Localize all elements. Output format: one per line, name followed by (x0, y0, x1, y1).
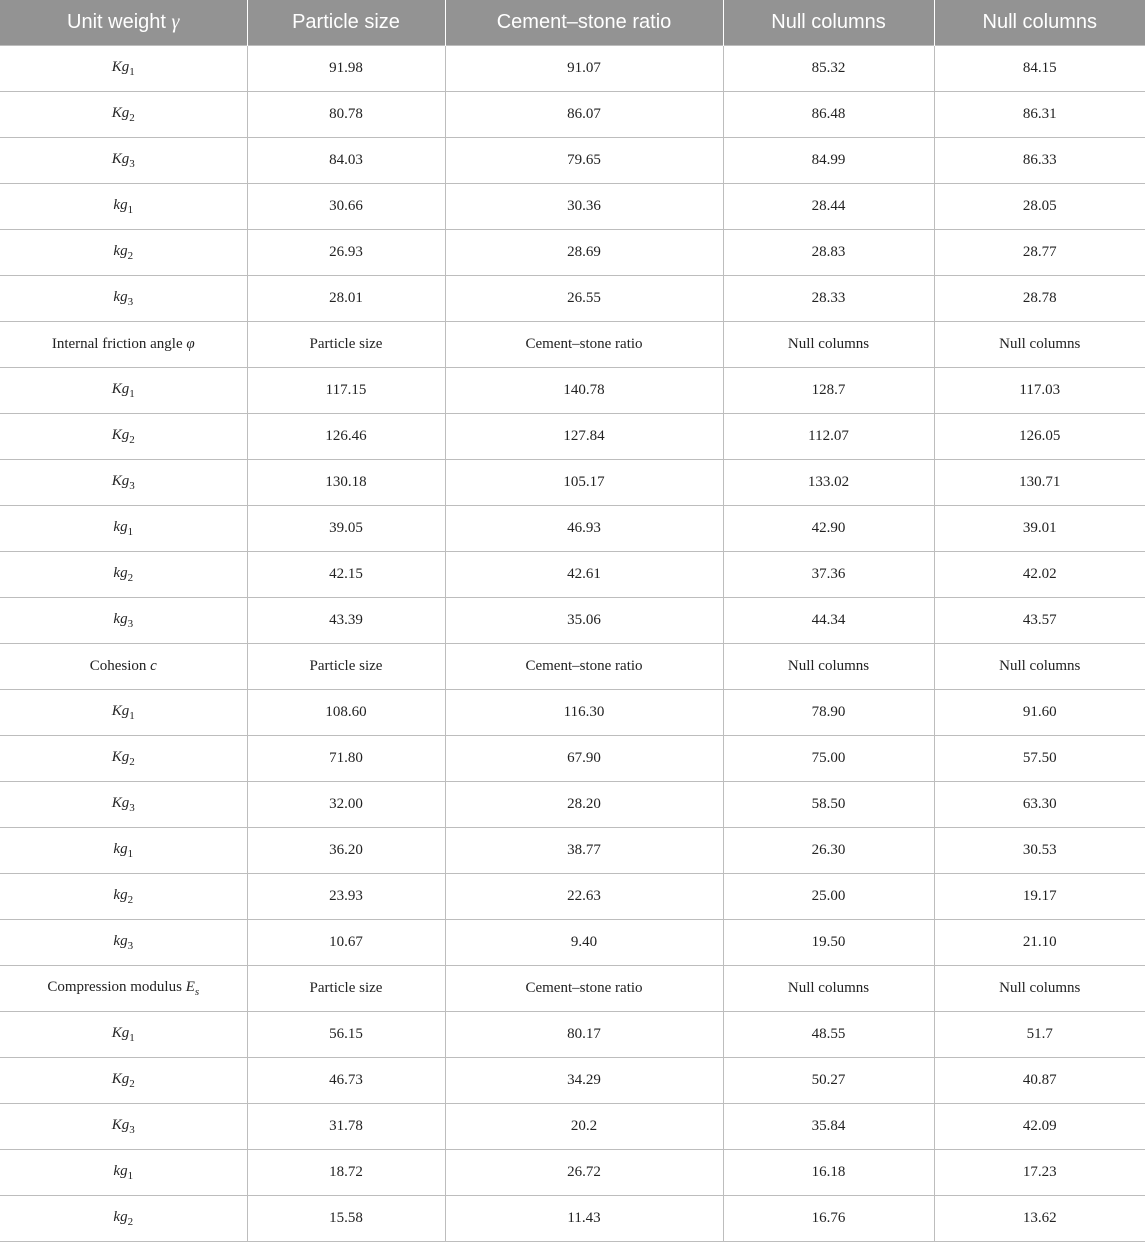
table-row (0, 1104, 1145, 1150)
section-label (0, 644, 247, 690)
coefficient-symbol: kg (113, 611, 128, 627)
table-cell: 140.78 (445, 368, 723, 414)
table-cell: 30.66 (247, 184, 445, 230)
table-cell: 50.27 (723, 1058, 934, 1104)
section-symbol-subscript: s (194, 986, 200, 998)
header-unit-weight: Unit weight γ (0, 0, 247, 46)
section-column-label: Null columns (934, 966, 1145, 1012)
coefficient-symbol: Kg (111, 1117, 130, 1133)
table-cell: 48.55 (723, 1012, 934, 1058)
table-row (0, 1150, 1145, 1196)
table-row (0, 598, 1145, 644)
table-cell: 28.33 (723, 276, 934, 322)
row-label (0, 690, 247, 736)
table-cell: 32.00 (247, 782, 445, 828)
table-row (0, 46, 1145, 92)
coefficient-symbol: Kg (111, 105, 130, 121)
row-label (0, 552, 247, 598)
section-label (0, 322, 247, 368)
row-label (0, 368, 247, 414)
coefficient-subscript: 1 (127, 848, 134, 860)
coefficient-subscript: 2 (129, 434, 135, 446)
table-cell: 86.31 (934, 92, 1145, 138)
table-row (0, 874, 1145, 920)
coefficient-subscript: 3 (127, 296, 134, 308)
row-label (0, 92, 247, 138)
table-cell: 108.60 (247, 690, 445, 736)
coefficient-symbol: Kg (111, 749, 130, 765)
row-label (0, 46, 247, 92)
table-cell: 117.15 (247, 368, 445, 414)
table-cell: 58.50 (723, 782, 934, 828)
table-cell: 105.17 (445, 460, 723, 506)
coefficient-subscript: 2 (127, 250, 134, 262)
coefficient-subscript: 1 (127, 204, 134, 216)
table-row (0, 138, 1145, 184)
table-cell: 91.60 (934, 690, 1145, 736)
table-cell: 23.93 (247, 874, 445, 920)
section-header-row (0, 322, 1145, 368)
table-cell: 71.80 (247, 736, 445, 782)
table-cell: 28.20 (445, 782, 723, 828)
row-label (0, 598, 247, 644)
coefficient-symbol: kg (113, 289, 128, 305)
row-label (0, 414, 247, 460)
table-cell: 42.02 (934, 552, 1145, 598)
coefficient-subscript: 3 (127, 940, 134, 952)
table-cell: 28.78 (934, 276, 1145, 322)
coefficient-symbol: kg (113, 1163, 128, 1179)
table-cell: 128.7 (723, 368, 934, 414)
section-symbol: φ (186, 336, 195, 352)
table-cell: 130.71 (934, 460, 1145, 506)
coefficient-subscript: 2 (127, 894, 134, 906)
table-row (0, 1058, 1145, 1104)
row-label (0, 460, 247, 506)
table-cell: 46.73 (247, 1058, 445, 1104)
table-cell: 13.62 (934, 1196, 1145, 1242)
table-cell: 26.30 (723, 828, 934, 874)
table-cell: 25.00 (723, 874, 934, 920)
row-label (0, 1104, 247, 1150)
table-cell: 112.07 (723, 414, 934, 460)
table-cell: 37.36 (723, 552, 934, 598)
coefficient-symbol: Kg (111, 1025, 130, 1041)
table-cell: 28.01 (247, 276, 445, 322)
table-cell: 18.72 (247, 1150, 445, 1196)
table-row (0, 276, 1145, 322)
coefficient-subscript: 1 (127, 526, 134, 538)
table-cell: 80.17 (445, 1012, 723, 1058)
coefficient-symbol: kg (113, 841, 128, 857)
section-column-label: Cement–stone ratio (445, 966, 723, 1012)
table-cell: 26.72 (445, 1150, 723, 1196)
table-cell: 130.18 (247, 460, 445, 506)
coefficient-symbol: kg (113, 1209, 128, 1225)
header-cement-stone-ratio: Cement–stone ratio (445, 0, 723, 46)
table-cell: 67.90 (445, 736, 723, 782)
section-column-label: Particle size (247, 966, 445, 1012)
table-cell: 34.29 (445, 1058, 723, 1104)
table-cell: 28.83 (723, 230, 934, 276)
coefficient-subscript: 1 (127, 1170, 134, 1182)
coefficient-subscript: 1 (129, 1032, 135, 1044)
table-row (0, 184, 1145, 230)
table-cell: 85.32 (723, 46, 934, 92)
section-header-row (0, 644, 1145, 690)
table-cell: 127.84 (445, 414, 723, 460)
table-cell: 15.58 (247, 1196, 445, 1242)
table-cell: 91.98 (247, 46, 445, 92)
table-cell: 11.43 (445, 1196, 723, 1242)
table-cell: 28.77 (934, 230, 1145, 276)
coefficient-symbol: kg (113, 519, 128, 535)
section-label-text: Internal friction angle (51, 336, 183, 352)
row-label (0, 506, 247, 552)
row-label (0, 1150, 247, 1196)
table-cell: 17.23 (934, 1150, 1145, 1196)
section-column-label: Null columns (723, 644, 934, 690)
table-cell: 57.50 (934, 736, 1145, 782)
table-cell: 19.17 (934, 874, 1145, 920)
table-cell: 42.15 (247, 552, 445, 598)
table-cell: 84.99 (723, 138, 934, 184)
table-cell: 80.78 (247, 92, 445, 138)
coefficient-symbol: Kg (111, 427, 130, 443)
coefficient-subscript: 1 (129, 388, 135, 400)
coefficient-subscript: 2 (129, 112, 135, 124)
table-row (0, 920, 1145, 966)
table-cell: 46.93 (445, 506, 723, 552)
header-row (0, 0, 1145, 46)
table-cell: 16.76 (723, 1196, 934, 1242)
table-row (0, 506, 1145, 552)
table-cell: 36.20 (247, 828, 445, 874)
table-cell: 28.69 (445, 230, 723, 276)
table-cell: 42.61 (445, 552, 723, 598)
section-label-text: Cohesion (89, 658, 147, 674)
table-cell: 51.7 (934, 1012, 1145, 1058)
table-cell: 26.93 (247, 230, 445, 276)
table-cell: 86.07 (445, 92, 723, 138)
table-cell: 126.46 (247, 414, 445, 460)
table-cell: 22.63 (445, 874, 723, 920)
coefficient-symbol: Kg (111, 59, 130, 75)
section-column-label: Null columns (723, 966, 934, 1012)
table-row (0, 782, 1145, 828)
table-cell: 19.50 (723, 920, 934, 966)
table-row (0, 690, 1145, 736)
table-cell: 43.57 (934, 598, 1145, 644)
coefficient-subscript: 3 (129, 802, 135, 814)
coefficient-subscript: 2 (129, 1078, 135, 1090)
coefficient-symbol: Kg (111, 795, 130, 811)
row-label (0, 782, 247, 828)
coefficient-subscript: 2 (127, 1216, 134, 1228)
coefficient-subscript: 2 (129, 756, 135, 768)
coefficient-symbol: kg (113, 565, 128, 581)
table-cell: 116.30 (445, 690, 723, 736)
table-cell: 10.67 (247, 920, 445, 966)
row-label (0, 874, 247, 920)
table-row (0, 736, 1145, 782)
section-label (0, 966, 247, 1012)
coefficient-symbol: Kg (111, 1071, 130, 1087)
row-label (0, 230, 247, 276)
coefficient-subscript: 1 (129, 66, 135, 78)
coefficient-symbol: kg (113, 887, 128, 903)
section-column-label: Particle size (247, 322, 445, 368)
table-cell: 28.05 (934, 184, 1145, 230)
table-cell: 39.01 (934, 506, 1145, 552)
table-row (0, 1012, 1145, 1058)
section-symbol: c (150, 658, 157, 674)
table-cell: 21.10 (934, 920, 1145, 966)
table-row (0, 828, 1145, 874)
table-cell: 126.05 (934, 414, 1145, 460)
coefficient-subscript: 2 (127, 572, 134, 584)
table-cell: 44.34 (723, 598, 934, 644)
table-cell: 91.07 (445, 46, 723, 92)
row-label (0, 138, 247, 184)
header-particle-size: Particle size (247, 0, 445, 46)
section-column-label: Null columns (934, 322, 1145, 368)
coefficient-subscript: 1 (129, 710, 135, 722)
section-column-label: Null columns (723, 322, 934, 368)
table-header (0, 0, 1145, 46)
table-cell: 79.65 (445, 138, 723, 184)
row-label (0, 1058, 247, 1104)
table-cell: 39.05 (247, 506, 445, 552)
table-row (0, 460, 1145, 506)
coefficient-symbol: Kg (111, 703, 130, 719)
coefficient-symbol: kg (113, 933, 128, 949)
table-cell: 86.33 (934, 138, 1145, 184)
table-cell: 31.78 (247, 1104, 445, 1150)
section-symbol: E (185, 979, 195, 995)
table-cell: 35.06 (445, 598, 723, 644)
table-row (0, 368, 1145, 414)
table-cell: 30.53 (934, 828, 1145, 874)
coefficient-symbol: Kg (111, 151, 130, 167)
row-label (0, 828, 247, 874)
table-body (0, 46, 1145, 1242)
row-label (0, 1196, 247, 1242)
table-cell: 86.48 (723, 92, 934, 138)
table-cell: 35.84 (723, 1104, 934, 1150)
table-cell: 42.90 (723, 506, 934, 552)
table-cell: 42.09 (934, 1104, 1145, 1150)
table-row (0, 414, 1145, 460)
coefficient-symbol: kg (113, 243, 128, 259)
table-cell: 9.40 (445, 920, 723, 966)
table-cell: 63.30 (934, 782, 1145, 828)
header-null-columns-2: Null columns (934, 0, 1145, 46)
row-label (0, 920, 247, 966)
row-label (0, 184, 247, 230)
table-cell: 20.2 (445, 1104, 723, 1150)
coefficient-subscript: 3 (129, 158, 135, 170)
coefficient-subscript: 3 (129, 1124, 135, 1136)
coefficient-subscript: 3 (127, 618, 134, 630)
table-cell: 84.03 (247, 138, 445, 184)
table-cell: 84.15 (934, 46, 1145, 92)
table-cell: 40.87 (934, 1058, 1145, 1104)
table-row (0, 552, 1145, 598)
table-cell: 43.39 (247, 598, 445, 644)
coefficient-symbol: Kg (111, 381, 130, 397)
section-header-row (0, 966, 1145, 1012)
header-null-columns-1: Null columns (723, 0, 934, 46)
coefficient-symbol: Kg (111, 473, 130, 489)
table-cell: 38.77 (445, 828, 723, 874)
row-label (0, 736, 247, 782)
section-column-label: Particle size (247, 644, 445, 690)
table-cell: 28.44 (723, 184, 934, 230)
table-cell: 133.02 (723, 460, 934, 506)
row-label (0, 276, 247, 322)
table-cell: 30.36 (445, 184, 723, 230)
table-cell: 75.00 (723, 736, 934, 782)
coefficient-symbol: kg (113, 197, 128, 213)
table-cell: 78.90 (723, 690, 934, 736)
table-cell: 16.18 (723, 1150, 934, 1196)
section-column-label: Cement–stone ratio (445, 644, 723, 690)
row-label (0, 1012, 247, 1058)
coefficient-subscript: 3 (129, 480, 135, 492)
table-row (0, 230, 1145, 276)
section-column-label: Cement–stone ratio (445, 322, 723, 368)
table-row (0, 92, 1145, 138)
table-cell: 117.03 (934, 368, 1145, 414)
section-label-text: Compression modulus (47, 979, 182, 995)
section-column-label: Null columns (934, 644, 1145, 690)
table-cell: 26.55 (445, 276, 723, 322)
table-row (0, 1196, 1145, 1242)
table-cell: 56.15 (247, 1012, 445, 1058)
